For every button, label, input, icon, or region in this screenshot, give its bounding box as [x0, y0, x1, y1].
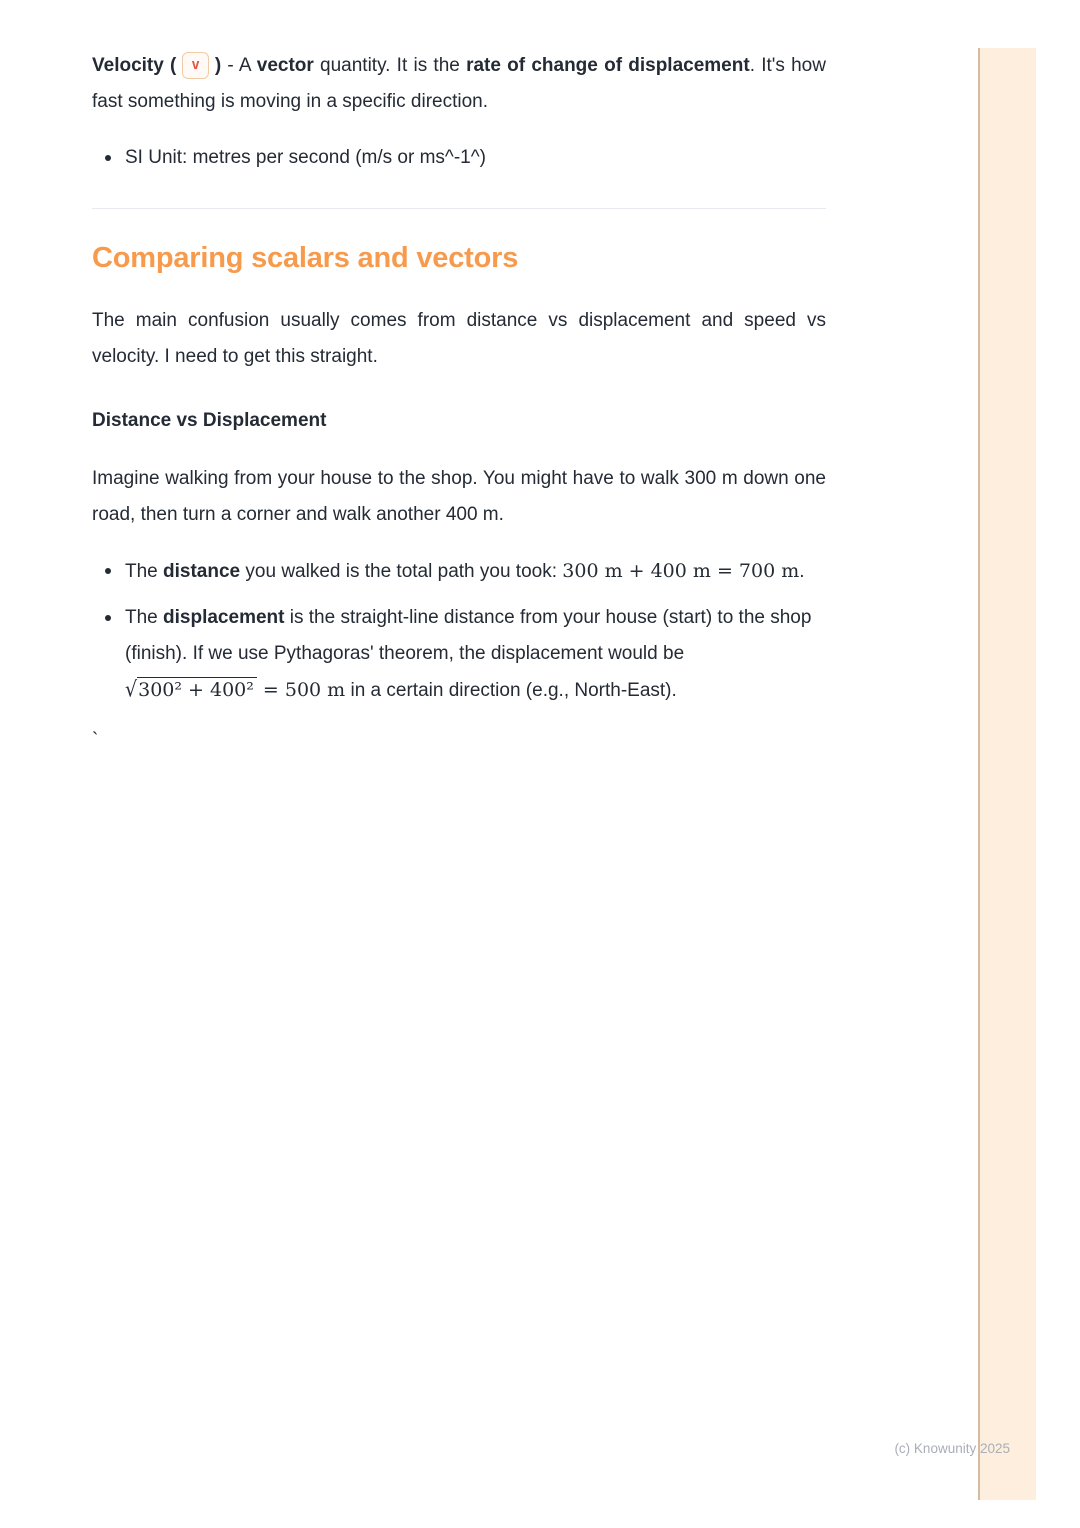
list-item-text: in a certain direction (e.g., North-East).	[345, 680, 677, 701]
walking-example-paragraph: Imagine walking from your house to the shop. You might have to walk 300 m down one road, then turn a corner and walk another 400 m.	[92, 468, 826, 525]
stray-backtick-character: `	[92, 730, 99, 751]
page-edge-stripe	[978, 48, 1036, 1500]
inline-code-v-badge: v	[182, 52, 208, 79]
section-divider	[92, 208, 826, 209]
math-result: = 500 m	[256, 679, 346, 701]
paragraph-text: . It's how fast something is moving in a specific direction.	[92, 55, 826, 112]
list-item-displacement	[92, 600, 826, 709]
comparison-list	[92, 553, 826, 709]
rate-of-change-bold: rate of change of displacement	[466, 55, 750, 76]
si-unit-list	[92, 140, 826, 176]
list-item-text: is the straight-line distance from your house (start) to the shop (finish). If we use Pythagoras' theorem, the displacement would be	[125, 607, 812, 664]
list-item-text: SI Unit: metres per second (m/s or ms^-1^)	[125, 147, 486, 168]
velocity-term-close-paren: )	[214, 55, 222, 76]
subheading-distance-vs-displacement: Distance vs Displacement	[92, 410, 327, 431]
velocity-definition-paragraph	[92, 48, 826, 120]
section-heading-comparing: Comparing scalars and vectors	[92, 242, 519, 274]
vector-bold: vector	[256, 55, 314, 76]
list-item-si-unit	[92, 140, 826, 176]
paragraph-text: quantity. It is the	[313, 55, 467, 76]
list-item-text: The	[125, 607, 164, 628]
velocity-term: Velocity (	[92, 55, 177, 76]
displacement-bold: displacement	[163, 607, 285, 628]
list-item-text: you walked is the total path you took:	[240, 561, 563, 582]
math-distance-sum: 300 m + 400 m = 700 m	[562, 560, 800, 582]
copyright-watermark: (c) Knowunity 2025	[894, 1441, 1010, 1456]
sqrt-sign: √	[125, 677, 138, 703]
comparison-intro-paragraph: The main confusion usually comes from distance vs displacement and speed vs velocity. I need to get this straight.	[92, 310, 826, 367]
list-item-distance	[92, 553, 826, 590]
math-pythagoras-expression	[125, 679, 345, 701]
sqrt-radicand: 300² + 400²	[137, 677, 257, 701]
distance-bold: distance	[163, 561, 241, 582]
paragraph-text: - A	[221, 55, 257, 76]
list-item-text: The	[125, 561, 164, 582]
document-content	[92, 48, 826, 759]
list-item-text: .	[799, 561, 805, 582]
